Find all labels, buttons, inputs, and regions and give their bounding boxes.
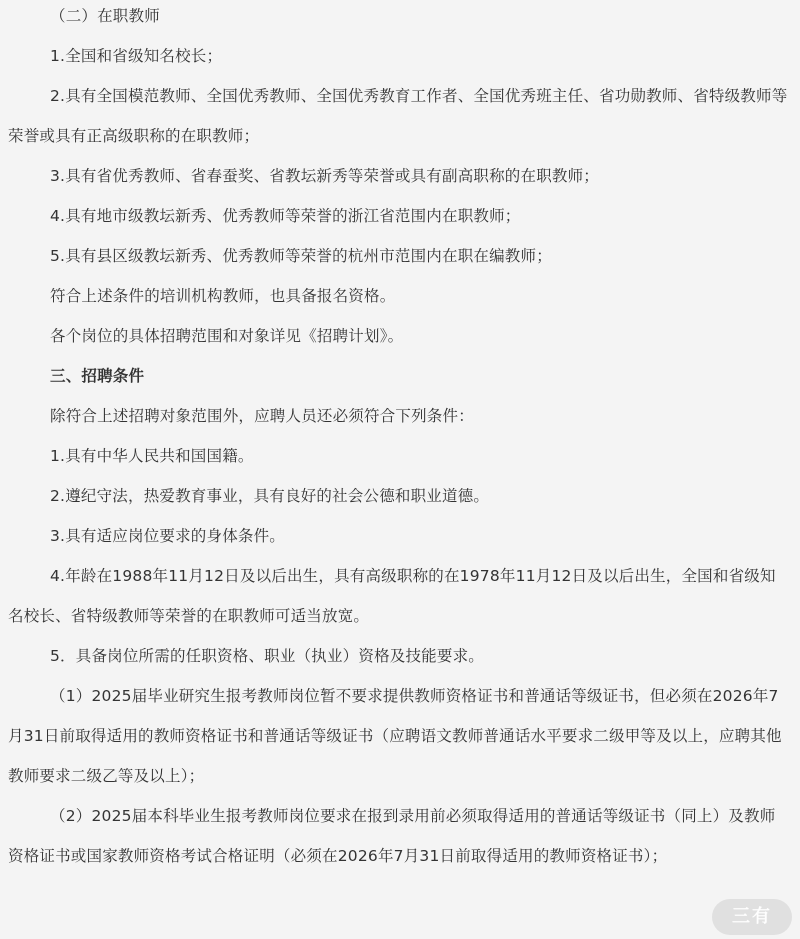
paragraph: 各个岗位的具体招聘范围和对象详见《招聘计划》。 — [50, 327, 404, 345]
section-subheading: （二）在职教师 — [50, 7, 160, 25]
list-item: 4.年龄在1988年11月12日及以后出生，具有高级职称的在1978年11月12日及以后出生，全国和省级知名校长、省特级教师等荣誉的在职教师可适当放宽。 — [8, 567, 776, 625]
section-heading: 三、招聘条件 — [50, 367, 145, 385]
list-item: 3.具有省优秀教师、省春蚕奖、省教坛新秀等荣誉或具有副高职称的在职教师； — [50, 167, 599, 185]
paragraph: 符合上述条件的培训机构教师，也具备报名资格。 — [50, 287, 396, 305]
paragraph: 除符合上述招聘对象范围外，应聘人员还必须符合下列条件： — [50, 407, 474, 425]
list-item: 2.遵纪守法，热爱教育事业，具有良好的社会公德和职业道德。 — [50, 487, 490, 505]
list-item: 2.具有全国模范教师、全国优秀教师、全国优秀教育工作者、全国优秀班主任、省功勋教师、省特级教师等荣誉或具有正高级职称的在职教师； — [8, 87, 788, 145]
watermark-logo: 三有 — [712, 899, 792, 935]
sub-list-item: （1）2025届毕业研究生报考教师岗位暂不要求提供教师资格证书和普通话等级证书，但必须在2026年7月31日前取得适用的教师资格证书和普通话等级证书（应聘语文教师普通话水平要求二级甲等及以上，应聘其他教师要求二级乙等及以上）； — [8, 687, 782, 785]
list-item: 5．具备岗位所需的任职资格、职业（执业）资格及技能要求。 — [50, 647, 484, 665]
list-item: 5.具有县区级教坛新秀、优秀教师等荣誉的杭州市范围内在职在编教师； — [50, 247, 552, 265]
sub-list-item: （2）2025届本科毕业生报考教师岗位要求在报到录用前必须取得适用的普通话等级证书（同上）及教师资格证书或国家教师资格考试合格证明（必须在2026年7月31日前取得适用的教师资格证书）； — [8, 807, 776, 865]
list-item: 1.全国和省级知名校长； — [50, 47, 223, 65]
list-item: 4.具有地市级教坛新秀、优秀教师等荣誉的浙江省范围内在职教师； — [50, 207, 521, 225]
list-item: 3.具有适应岗位要求的身体条件。 — [50, 527, 285, 545]
list-item: 1.具有中华人民共和国国籍。 — [50, 447, 254, 465]
